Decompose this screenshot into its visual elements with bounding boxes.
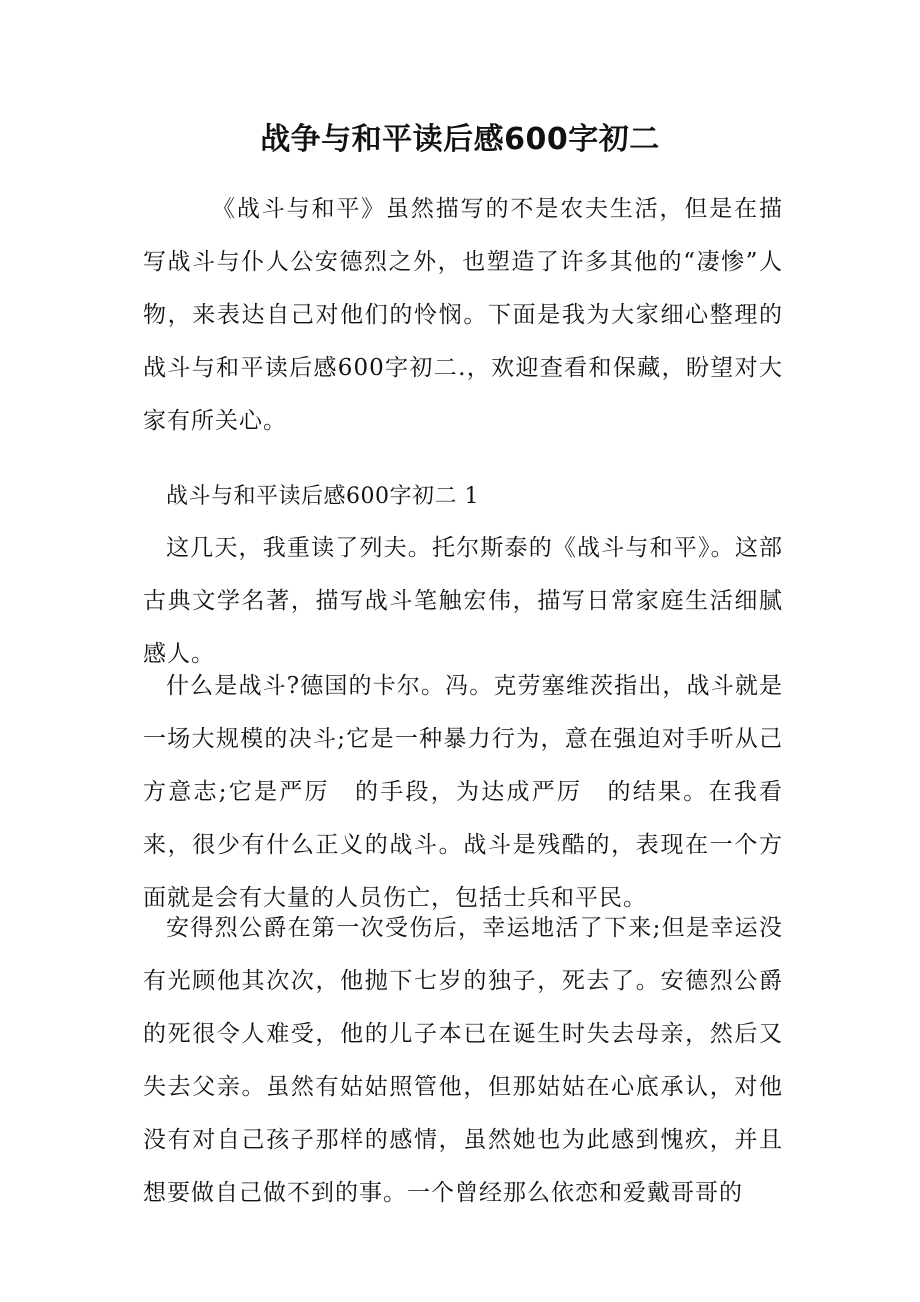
document-title: 战争与和平读后感600字初二 — [260, 122, 660, 157]
body-paragraph-1: 这几天，我重读了列夫。托尔斯泰的《战斗与和平》。这部古典文学名著，描写战斗笔触宏伟，描写日常家庭生活细腻感人。 — [143, 535, 783, 667]
intro-paragraph: 《战斗与和平》虽然描写的不是农夫生活，但是在描写战斗与仆人公安德烈之外，也塑造了许多其他的“凄惨”人物，来表达自己对他们的怜悯。下面是我为大家细心整理的战斗与和平读后感600字初二.，欢迎查看和保藏，盼望对大家有所关心。 — [143, 196, 783, 434]
section-heading: 战斗与和平读后感600字初二 1 — [166, 484, 479, 509]
body-paragraph-3: 安得烈公爵在第一次受伤后，幸运地活了下来;但是幸运没有光顾他其次次，他抛下七岁的独子，死去了。安德烈公爵的死很令人难受，他的儿子本已在诞生时失去母亲，然后又失去父亲。虽然有姑姑照管他，但那姑姑在心底承认，对他没有对自己孩子那样的感情，虽然她也为此感到愧疚，并且想要做自己做不到的事。一个曾经那么依恋和爱戴哥哥的 — [143, 915, 783, 1206]
body-paragraph-2: 什么是战斗?德国的卡尔。冯。克劳塞维茨指出，战斗就是一场大规模的决斗;它是一种暴力行为，意在强迫对手听从己方意志;它是严厉 的手段，为达成严厉 的结果。在我看来，很少有什么正义的战斗。战斗是残酷的，表现在一个方面就是会有大量的人员伤亡，包括士兵和平民。 — [143, 673, 783, 911]
